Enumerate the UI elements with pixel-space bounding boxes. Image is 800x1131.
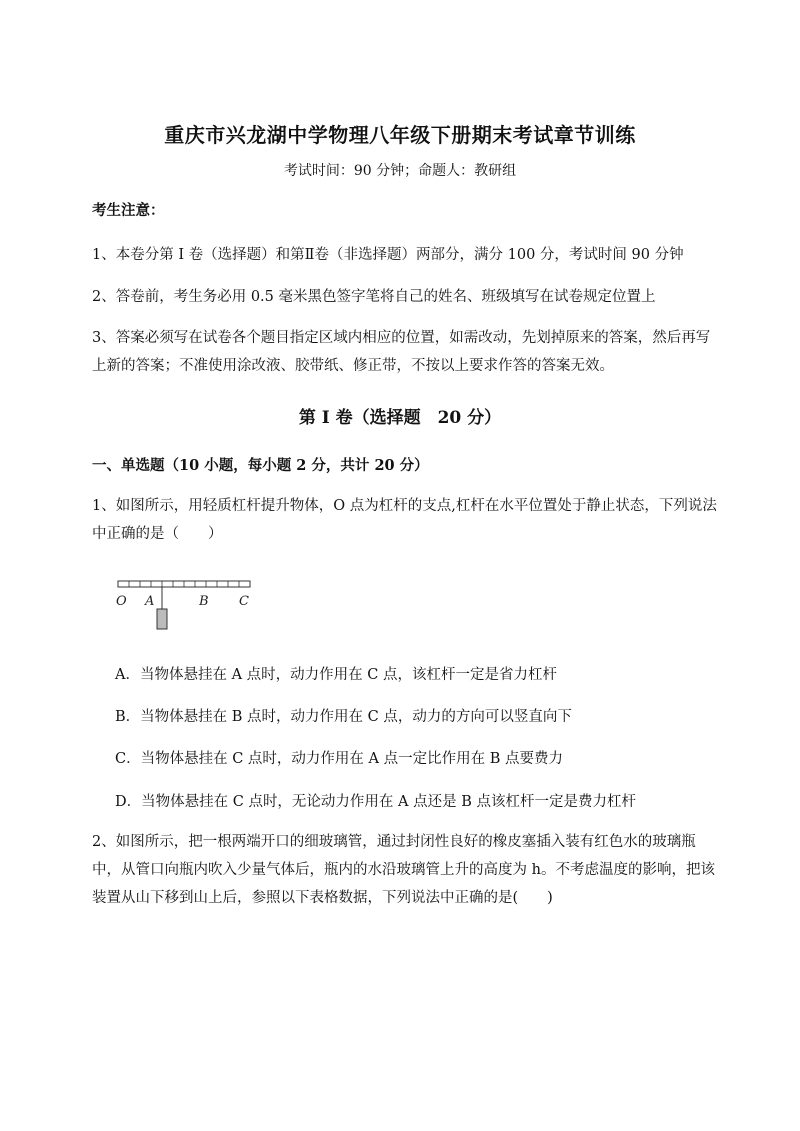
notice-item: 2、答卷前，考生务必用 0.5 毫米黑色签字笔将自己的姓名、班级填写在试卷规定位置上	[92, 289, 656, 305]
part-heading: 一、单选题（10 小题，每小题 2 分，共计 20 分）	[92, 457, 429, 474]
notice-item: 1、本卷分第 I 卷（选择题）和第Ⅱ卷（非选择题）两部分，满分 100 分，考试时间 90 分钟	[92, 247, 684, 263]
label-a: A	[145, 594, 155, 609]
page-title: 重庆市兴龙湖中学物理八年级下册期末考试章节训练	[164, 123, 636, 147]
lever-figure	[112, 576, 262, 636]
label-c: C	[239, 594, 249, 609]
question-stem: 1、如图所示，用轻质杠杆提升物体，O 点为杠杆的支点,杠杆在水平位置处于静止状态，下列说法中正确的是（ ）	[92, 498, 717, 542]
option-a: A．当物体悬挂在 A 点时，动力作用在 C 点，该杠杆一定是省力杠杆	[115, 667, 557, 683]
label-o: O	[116, 594, 127, 609]
label-b: B	[199, 594, 209, 609]
notice-item: 3、答案必须写在试卷各个题目指定区域内相应的位置，如需改动，先划掉原来的答案，然后再写上新的答案；不准使用涂改液、胶带纸、修正带，不按以上要求作答的答案无效。	[92, 330, 711, 374]
section-title: 第 I 卷（选择题 20 分）	[298, 408, 502, 428]
option-d: D．当物体悬挂在 C 点时，无论动力作用在 A 点还是 B 点该杠杆一定是费力杠杆	[115, 794, 636, 810]
option-c: C．当物体悬挂在 C 点时，动力作用在 A 点一定比作用在 B 点要费力	[115, 751, 563, 767]
notice-heading: 考生注意：	[92, 202, 165, 219]
option-b: B．当物体悬挂在 B 点时，动力作用在 C 点，动力的方向可以竖直向下	[115, 709, 572, 725]
question-stem: 2、如图所示，把一根两端开口的细玻璃管，通过封闭性良好的橡皮塞插入装有红色水的玻璃瓶中，从管口向瓶内吹入少量气体后，瓶内的水沿玻璃管上升的高度为 h。不考虑温度的影响，把该装置从山下移到山上后，参照以下表格数据，下列说法中正确的是( )	[92, 834, 715, 906]
exam-info: 考试时间：90 分钟；命题人：教研组	[283, 163, 517, 179]
hanging-weight	[157, 609, 167, 629]
